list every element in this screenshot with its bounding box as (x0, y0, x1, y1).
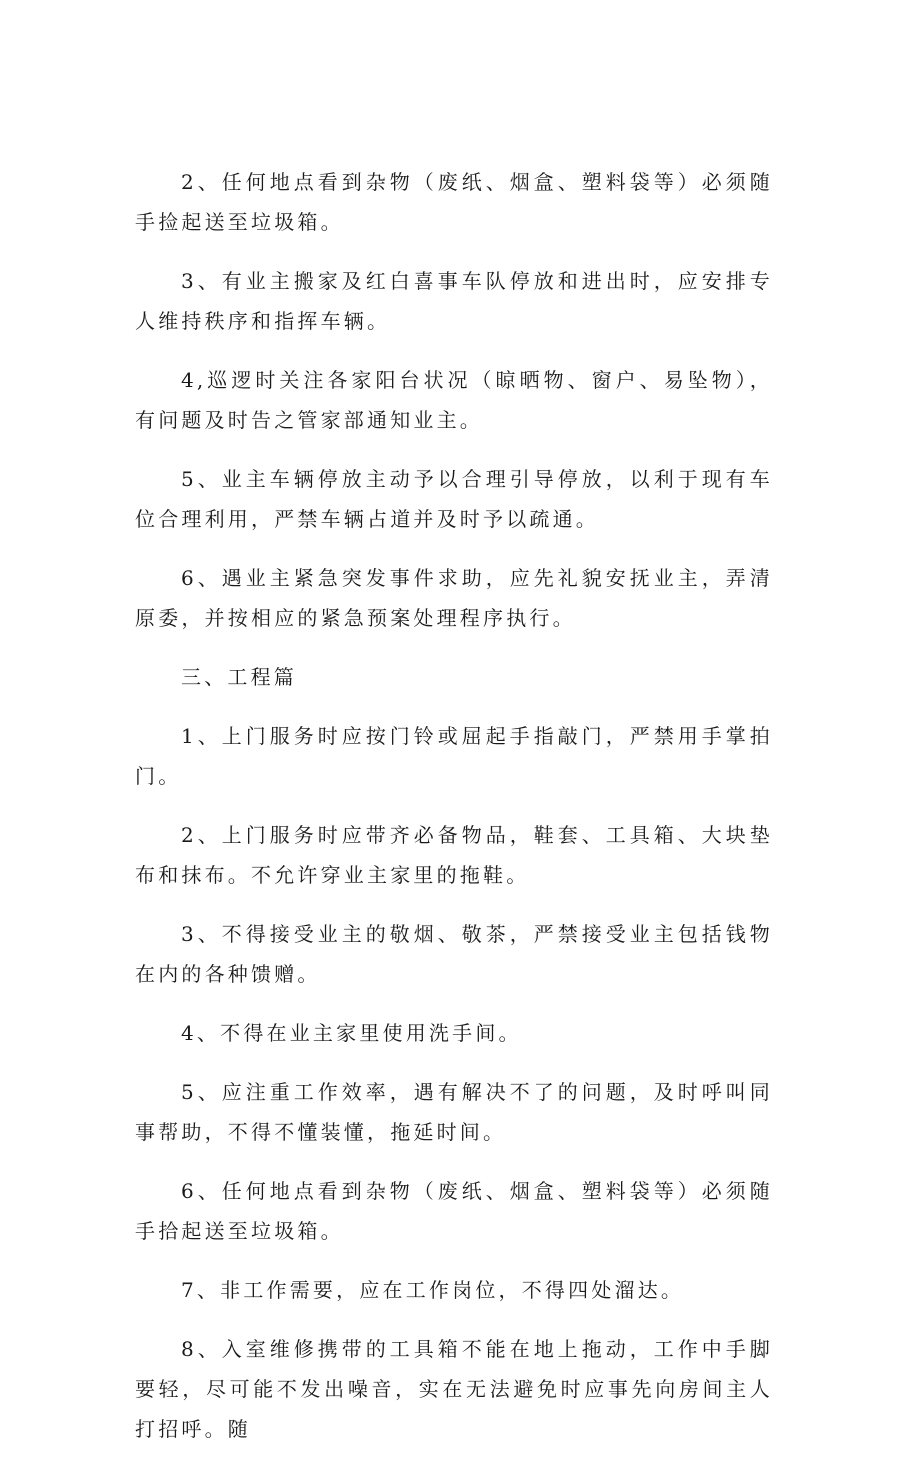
paragraph-engineering-6: 6、任何地点看到杂物（废纸、烟盒、塑料袋等）必须随手拾起送至垃圾箱。 (135, 1179, 773, 1243)
paragraph-security-4: 4,巡逻时关注各家阳台状况（晾晒物、窗户、易坠物），有问题及时告之管家部通知业主。 (135, 368, 773, 432)
paragraph-engineering-8: 8、入室维修携带的工具箱不能在地上拖动，工作中手脚要轻，尽可能不发出噪音，实在无法避免时应事先向房间主人打招呼。随 (135, 1337, 773, 1441)
paragraph-engineering-2: 2、上门服务时应带齐必备物品，鞋套、工具箱、大块垫布和抹布。不允许穿业主家里的拖鞋。 (135, 823, 773, 887)
paragraph-engineering-5: 5、应注重工作效率，遇有解决不了的问题，及时呼叫同事帮助，不得不懂装懂，拖延时间。 (135, 1080, 773, 1144)
paragraph-engineering-3: 3、不得接受业主的敬烟、敬茶，严禁接受业主包括钱物在内的各种馈赠。 (135, 922, 773, 986)
paragraph-security-2: 2、任何地点看到杂物（废纸、烟盒、塑料袋等）必须随手捡起送至垃圾箱。 (135, 170, 773, 234)
paragraph-security-3: 3、有业主搬家及红白喜事车队停放和进出时，应安排专人维持秩序和指挥车辆。 (135, 269, 773, 333)
paragraph-engineering-7: 7、非工作需要，应在工作岗位，不得四处溜达。 (181, 1278, 685, 1302)
paragraph-engineering-4: 4、不得在业主家里使用洗手间。 (181, 1021, 522, 1045)
paragraph-security-6: 6、遇业主紧急突发事件求助，应先礼貌安抚业主，弄清原委，并按相应的紧急预案处理程序执行。 (135, 566, 773, 630)
paragraph-engineering-1: 1、上门服务时应按门铃或屈起手指敲门，严禁用手掌拍门。 (135, 724, 773, 788)
paragraph-security-5: 5、业主车辆停放主动予以合理引导停放，以利于现有车位合理利用，严禁车辆占道并及时予以疏通。 (135, 467, 773, 531)
document-body (135, 162, 773, 1468)
section-heading-engineering: 三、工程篇 (181, 665, 297, 689)
